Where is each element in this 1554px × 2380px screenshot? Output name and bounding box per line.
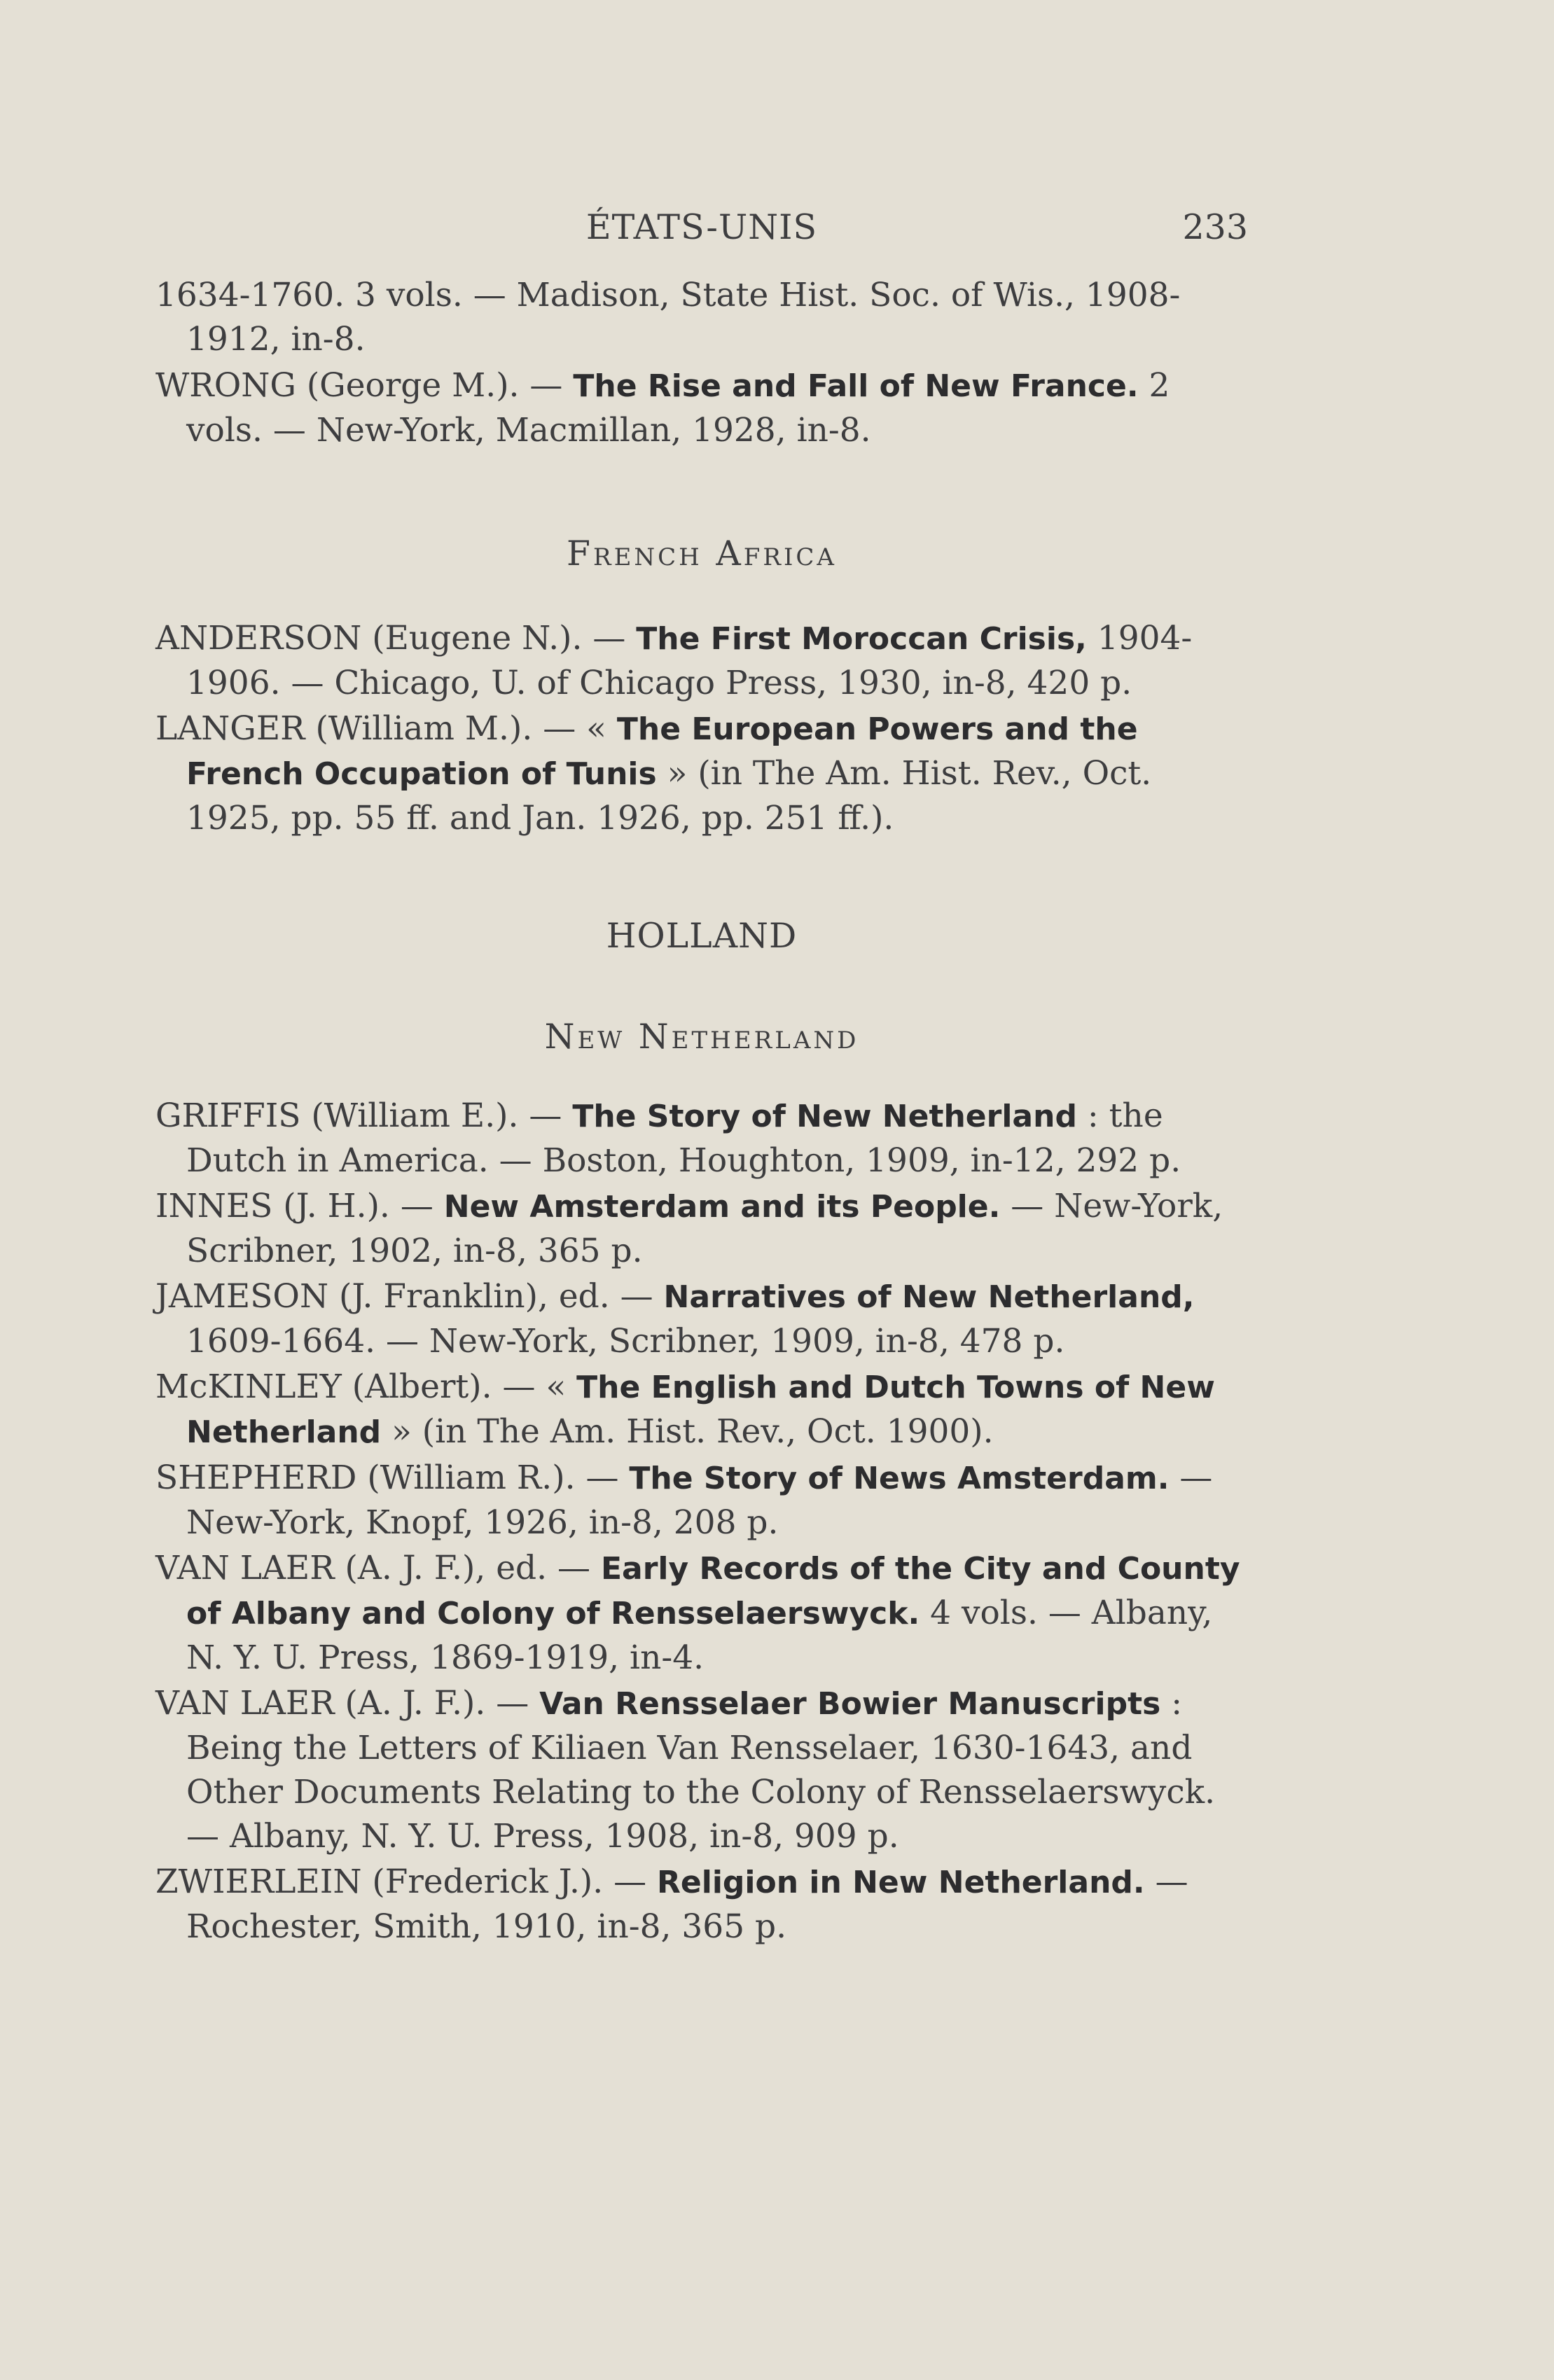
bibliography-entry: VAN LAER (A. J. F.), ed. — Early Records of the City and County of Albany and Colony of Rensselaerswyck. 4 vols. — Albany, N. Y. U. Press, 1869-1919, in-4. (155, 1549, 1240, 1677)
running-title: ÉTATS-UNIS (585, 207, 818, 247)
page-number: 233 (1182, 207, 1248, 247)
bibliography-entry: JAMESON (J. Franklin), ed. — Narratives of New Netherland, 1609-1664. — New-York, Scribner, 1909, in-8, 478 p. (155, 1277, 1195, 1361)
bibliography-entry: INNES (J. H.). — New Amsterdam and its People. — New-York, Scribner, 1902, in-8, 365 p. (155, 1187, 1223, 1270)
subsection-heading-new-netherland: New Netherland (544, 1017, 859, 1057)
bibliography-entry: ZWIERLEIN (Frederick J.). — Religion in New Netherland. — Rochester, Smith, 1910, in-8, 365 p. (155, 1863, 1188, 1946)
bibliography-entry: LANGER (William M.). — « The European Powers and the French Occupation of Tunis » (in The Am. Hist. Rev., Oct. 1925, pp. 55 ff. and Jan. 1926, pp. 251 ff.). (155, 709, 1152, 837)
bibliography-entry: ANDERSON (Eugene N.). — The First Moroccan Crisis, 1904-1906. — Chicago, U. of Chicago Press, 1930, in-8, 420 p. (155, 619, 1193, 702)
section-heading-holland: HOLLAND (606, 916, 798, 956)
bibliography-entry: McKINLEY (Albert). — « The English and Dutch Towns of New Netherland » (in The Am. Hist. Rev., Oct. 1900). (155, 1368, 1215, 1451)
running-header (155, 207, 1248, 249)
bibliography-entry: WRONG (George M.). — The Rise and Fall of New France. 2 vols. — New-York, Macmillan, 1928, in-8. (155, 366, 1170, 450)
new-netherland-entries (155, 1094, 1248, 1950)
section-heading-french-africa: French Africa (567, 534, 837, 573)
french-africa-entries (155, 616, 1248, 842)
continuation-entries (155, 273, 1248, 454)
bibliography-entry: GRIFFIS (William E.). — The Story of New Netherland : the Dutch in America. — Boston, Houghton, 1909, in-12, 292 p. (155, 1097, 1181, 1180)
bibliography-entry: SHEPHERD (William R.). — The Story of News Amsterdam. — New-York, Knopf, 1926, in-8, 208 p. (155, 1459, 1213, 1542)
bibliography-entry: 1634-1760. 3 vols. — Madison, State Hist. Soc. of Wis., 1908-1912, in-8. (155, 276, 1181, 359)
bibliography-entry: VAN LAER (A. J. F.). — Van Rensselaer Bowier Manuscripts : Being the Letters of Kiliaen Van Rensselaer, 1630-1643, and Other Documents Relating to the Colony of Rensselaerswyck. — Albany, N. Y. U. Press, 1908, in-8, 909 p. (155, 1684, 1216, 1856)
